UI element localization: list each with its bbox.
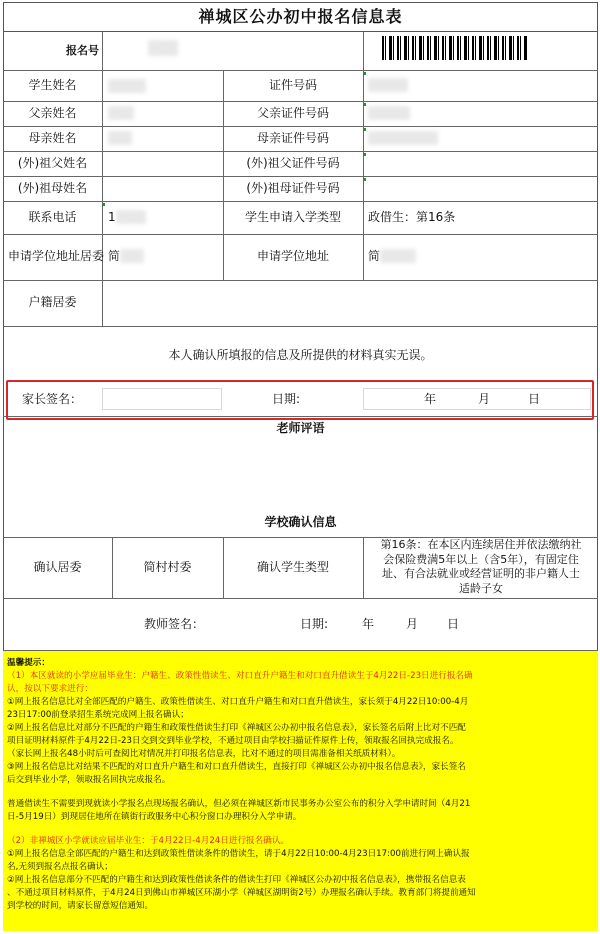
parent-date-year: 年	[424, 392, 437, 406]
cell-marker	[363, 178, 366, 181]
id-no-value-redacted	[368, 78, 408, 92]
grid-line	[3, 234, 598, 235]
addr-committee-prefix: 简	[108, 249, 121, 263]
addr-label: 申请学位地址	[256, 249, 329, 263]
confirm-committee-label: 确认居委	[33, 560, 82, 574]
notice-sec1-line: （1）本区就读的小学应届毕业生：户籍生、政策性借读生、对口直升户籍生和对口直升借读生于4月22日-23日进行报名确	[7, 671, 473, 681]
addr-committee-value-redacted	[120, 249, 144, 263]
grid-line	[363, 234, 364, 280]
mother-name-value-redacted	[108, 131, 132, 145]
cell-marker	[363, 72, 366, 75]
notice-item: 、不通过项目材料原件，于4月24日到佛山市禅城区环湖小学（禅城区湖明街2号）办理报名确认手续。教育部门将提前通知	[7, 888, 476, 898]
mother-name-label: 母亲姓名	[28, 131, 77, 145]
form-title: 禅城区公办初中报名信息表	[3, 2, 598, 32]
teacher-date-day: 日	[447, 617, 460, 631]
confirm-type-value: 第16条：在本区内连续居住并依法缴纳社 会保险费满5年以上（含5年），有固定住 址、有合法就业或经营证明的非户籍人士 适龄子女	[380, 538, 582, 595]
id-no-label: 证件号码	[268, 78, 317, 92]
mother-id-value-redacted	[368, 131, 438, 145]
school-confirm-title: 学校确认信息	[264, 515, 337, 529]
mother-id-label: 母亲证件号码	[256, 131, 329, 145]
confirm-statement: 本人确认所填报的信息及所提供的材料真实无误。	[168, 348, 433, 362]
notice-item: ③网上报名信息比对结果不匹配的对口直升户籍生和对口直升借读生，直接打印《禅城区公办初中报名信息表》，家长签名	[7, 762, 466, 772]
phone-label: 联系电话	[28, 210, 77, 224]
ext-grandmother-id-label: (外)祖母证件号码	[246, 181, 340, 195]
ext-grandmother-label: (外)祖母姓名	[17, 181, 88, 195]
grid-line	[3, 280, 598, 281]
notice-item: ②网上报名信息比对部分不匹配的户籍生和政策性借读生打印《禅城区公办初中报名信息表》，家长签名后附上比对不匹配	[7, 723, 466, 733]
phone-value-prefix: 1	[108, 210, 116, 224]
addr-value-redacted	[380, 249, 416, 263]
grid-line	[363, 537, 364, 598]
grid-line	[3, 326, 598, 327]
notice-panel	[3, 650, 598, 931]
notice-sec2-heading: （2）非禅城区小学就读应届毕业生：于4月22日-4月24日进行报名确认。	[7, 836, 290, 846]
ext-grandfather-label: (外)祖父姓名	[17, 156, 88, 170]
ext-grandfather-id-label: (外)祖父证件号码	[246, 156, 340, 170]
notice-item: 23日17:00前登录招生系统完成网上报名确认；	[7, 710, 189, 720]
parent-date-day: 日	[528, 392, 541, 406]
reg-no-value-redacted	[148, 40, 178, 56]
notice-item: ②网上报名信息部分不匹配的户籍生和达到政策性借读条件的借读生打印《禅城区公办初中报名信息表》，携带报名信息表	[7, 875, 466, 885]
notice-sec1-line: 认，按以下要求进行：	[7, 684, 93, 694]
teacher-date-year: 年	[362, 617, 375, 631]
grid-line	[3, 201, 598, 202]
addr-prefix: 简	[368, 249, 381, 263]
apply-type-label: 学生申请入学类型	[244, 210, 341, 224]
father-name-label: 父亲姓名	[28, 106, 77, 120]
notice-item: ①网上报名信息全部匹配的户籍生和达到政策性借读条件的借读生，请于4月22日10:00-4月23日17:00前进行网上确认报	[7, 849, 470, 859]
parent-date-label: 日期:	[272, 392, 301, 406]
notice-general-line: 普通借读生不需要到现就读小学报名点现场报名确认，但必须在禅城区新市民事务办公室公布的积分入学申请时间（4月21	[7, 799, 471, 809]
hukou-committee-label: 户籍居委	[28, 295, 77, 309]
addr-committee-label: 申请学位地址居委	[8, 249, 105, 263]
notice-item: ①网上报名信息比对全部匹配的户籍生、政策性借读生、对口直升户籍生和对口直升借读生，家长须于4月22日10:00-4月	[7, 697, 469, 707]
father-name-value-redacted	[108, 106, 134, 120]
highlight-box	[6, 380, 594, 420]
notice-general-line: 日-5月19日）到现居住地所在镇街行政服务中心积分窗口办理积分入学申请。	[7, 812, 302, 822]
grid-line	[363, 32, 364, 234]
grid-line	[3, 70, 598, 71]
notice-item: 项目证明材料原件于4月22日-23日交到交到毕业学校，不通过项目由学校扫描证件原件上传，领取报名回执完成报名。	[7, 736, 459, 746]
parent-date-month: 月	[478, 392, 491, 406]
student-name-label: 学生姓名	[28, 78, 77, 92]
student-name-value-redacted	[108, 73, 146, 98]
father-id-value-redacted	[368, 106, 410, 120]
notice-heading: 温馨提示：	[7, 658, 50, 668]
phone-value-redacted	[116, 210, 146, 224]
teacher-date-label: 日期:	[300, 617, 329, 631]
teacher-comment-title: 老师评语	[276, 421, 325, 435]
grid-line	[102, 32, 103, 326]
apply-type-value: 政借生：第16条	[368, 210, 456, 224]
parent-sign-label: 家长签名：	[22, 392, 83, 406]
cell-marker	[363, 128, 366, 131]
cell-marker	[363, 103, 366, 106]
confirm-type-label: 确认学生类型	[256, 560, 329, 574]
grid-line	[3, 598, 598, 599]
barcode-icon	[382, 36, 527, 60]
confirm-committee-value: 简村村委	[143, 560, 192, 574]
cell-marker	[102, 203, 105, 206]
notice-item: 到学校的时间，请家长留意短信通知。	[7, 901, 154, 911]
father-id-label: 父亲证件号码	[256, 106, 329, 120]
teacher-date-month: 月	[406, 617, 419, 631]
reg-no-label: 报名号	[66, 44, 99, 57]
cell-marker	[363, 153, 366, 156]
notice-item: （家长网上报名48小时后可查阅比对情况并打印报名信息表，比对不通过的项目需准备相关纸质材料）。	[7, 749, 401, 759]
notice-item: 后交到毕业小学，领取报名回执完成报名。	[7, 775, 171, 785]
teacher-sign-label: 教师签名：	[144, 617, 205, 631]
notice-item: 名,无须到报名点报名确认；	[7, 862, 113, 872]
